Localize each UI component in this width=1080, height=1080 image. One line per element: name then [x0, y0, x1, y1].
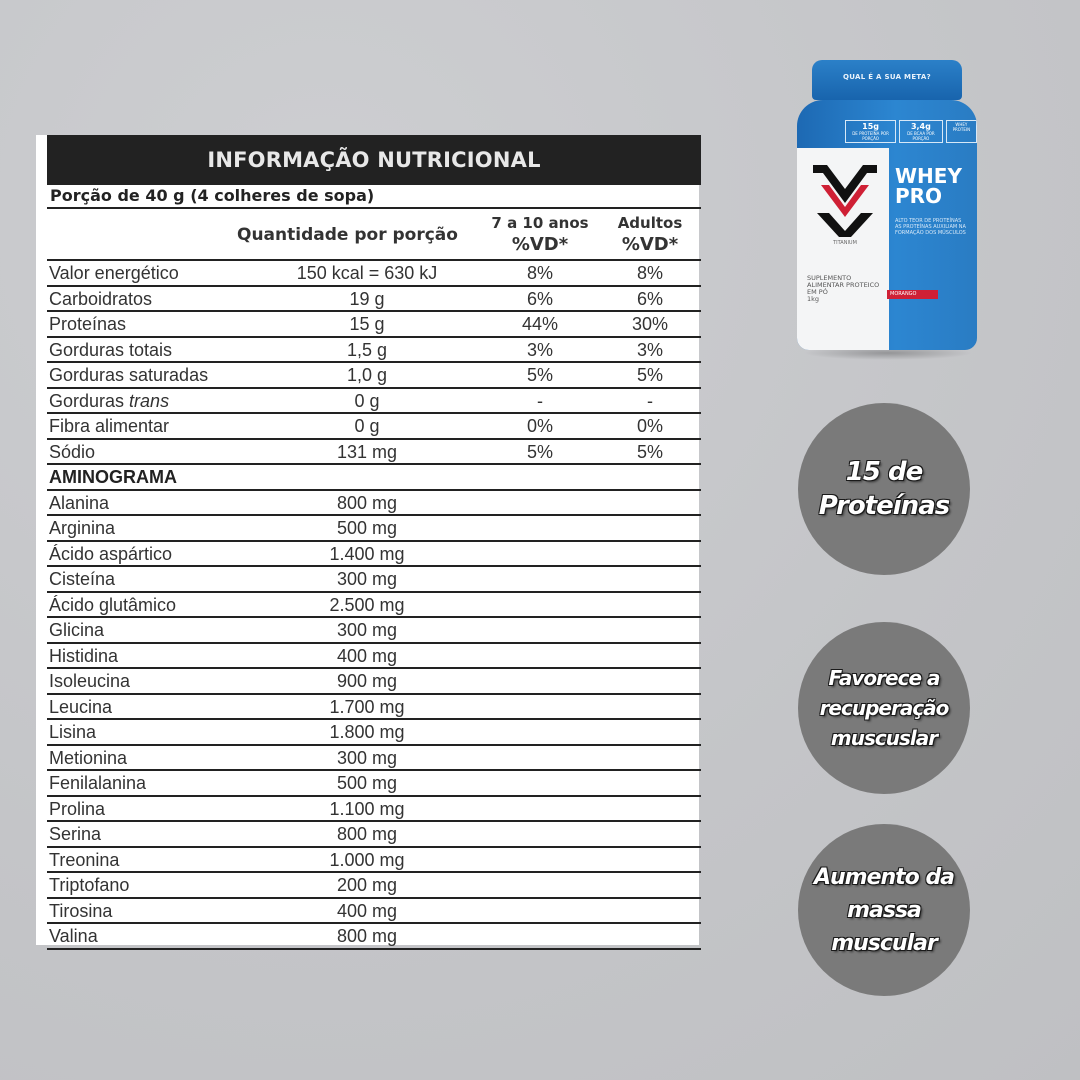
- amino-row: [47, 797, 701, 823]
- amino-quantity: 400 mg: [336, 900, 398, 921]
- amino-name: Tirosina: [49, 900, 113, 921]
- table-title: INFORMAÇÃO NUTRICIONAL: [47, 135, 701, 185]
- jar-logo-text: TITANIUM: [833, 240, 857, 245]
- nutrient-rows: [47, 261, 701, 465]
- nutrient-row: [47, 261, 701, 287]
- nutrient-row: [47, 312, 701, 338]
- amino-quantity: 1.000 mg: [329, 849, 405, 870]
- amino-quantity: 200 mg: [336, 875, 398, 895]
- column-headers: [47, 209, 701, 261]
- jar-stat-bcaa-value: 3,4g: [910, 122, 931, 131]
- product-jar: [797, 60, 977, 360]
- nutrient-quantity: 0 g: [354, 416, 380, 436]
- amino-row: [47, 618, 701, 644]
- column-adults-label: Adultos: [617, 214, 683, 232]
- amino-quantity: 900 mg: [336, 671, 398, 691]
- nutrient-kids-vd: -: [537, 390, 543, 411]
- jar-stat-protein-value: 15g: [862, 122, 879, 131]
- nutrient-adults-vd: 6%: [636, 288, 663, 309]
- amino-quantity: 300 mg: [336, 569, 398, 589]
- amino-name: Valina: [49, 926, 98, 946]
- badge-protein: [798, 403, 970, 575]
- nutrient-row: [47, 414, 701, 440]
- amino-name: Cisteína: [49, 569, 116, 589]
- aminogram-title: AMINOGRAMA: [47, 465, 701, 491]
- amino-row: [47, 822, 701, 848]
- nutrient-kids-vd: 6%: [526, 288, 553, 309]
- amino-row: [47, 873, 701, 899]
- amino-quantity: 1.700 mg: [329, 696, 405, 717]
- nutrient-kids-vd: 3%: [526, 339, 553, 360]
- nutrient-quantity: 1,0 g: [346, 365, 388, 385]
- jar-bullet-2: AS PROTEÍNAS AUXILIAM NA FORMAÇÃO DOS MÚSCULOS: [895, 224, 966, 236]
- nutrient-name: Gorduras totais: [49, 339, 173, 360]
- column-kids-age: 7 a 10 anos: [491, 214, 589, 232]
- nutrient-name: Valor energético: [49, 263, 179, 283]
- jar-brand: [895, 166, 962, 206]
- amino-row: [47, 746, 701, 772]
- amino-row: [47, 516, 701, 542]
- amino-row: [47, 491, 701, 517]
- amino-name: Prolina: [49, 798, 106, 819]
- column-kids-header: [487, 212, 593, 256]
- badge-muscle-line3: muscular: [831, 930, 937, 956]
- nutrient-row: [47, 363, 701, 389]
- amino-name: Arginina: [49, 518, 116, 538]
- badge-muscle-mass: [798, 824, 970, 996]
- nutrient-name: Carboidratos: [49, 288, 153, 309]
- nutrient-name: Sódio: [49, 441, 96, 462]
- jar-description: [807, 275, 887, 303]
- amino-name: Triptofano: [49, 875, 130, 895]
- amino-quantity: 400 mg: [336, 645, 398, 666]
- jar-stat-protein-label: DE PROTEÍNA POR PORÇÃO: [852, 131, 889, 141]
- amino-quantity: 500 mg: [336, 518, 398, 538]
- amino-quantity: 1.800 mg: [329, 722, 405, 742]
- badge-muscle-line1: Aumento da: [813, 864, 955, 890]
- jar-flavor-tag: MORANGO: [887, 290, 938, 299]
- nutrient-name: Gorduras trans: [49, 390, 170, 411]
- jar-stat-bcaa-label: DE BCAA POR PORÇÃO: [907, 131, 935, 141]
- amino-row: [47, 771, 701, 797]
- column-kids-vd: %VD*: [511, 234, 569, 255]
- amino-name: Ácido glutâmico: [49, 594, 177, 615]
- nutrient-kids-vd: 44%: [521, 314, 559, 334]
- amino-quantity: 1.100 mg: [329, 798, 405, 819]
- jar-brand-line1: WHEY: [895, 164, 962, 188]
- badge-muscle-line2: massa: [847, 897, 921, 923]
- badge-protein-line2: Proteínas: [818, 491, 950, 521]
- nutrient-name: Fibra alimentar: [49, 416, 170, 436]
- amino-quantity: 500 mg: [336, 773, 398, 793]
- amino-quantity: 1.400 mg: [329, 543, 405, 564]
- jar-brand-line2: PRO: [895, 184, 943, 208]
- amino-name: Serina: [49, 824, 102, 844]
- nutrient-kids-vd: 8%: [526, 263, 553, 283]
- amino-row: [47, 720, 701, 746]
- amino-name: Alanina: [49, 492, 110, 513]
- amino-name: Treonina: [49, 849, 120, 870]
- amino-quantity: 300 mg: [336, 620, 398, 640]
- amino-quantity: 2.500 mg: [329, 594, 405, 615]
- amino-row: [47, 848, 701, 874]
- amino-row: [47, 669, 701, 695]
- amino-quantity: 800 mg: [336, 926, 398, 946]
- portion-size: Porção de 40 g (4 colheres de sopa): [47, 185, 701, 209]
- badge-protein-line1: 15 de: [845, 457, 923, 487]
- jar-desc-line2: 1kg: [807, 295, 820, 303]
- nutrient-adults-vd: -: [647, 390, 653, 411]
- amino-quantity: 800 mg: [336, 824, 398, 844]
- nutrient-adults-vd: 8%: [636, 263, 663, 283]
- nutrient-quantity: 15 g: [349, 314, 385, 334]
- amino-row: [47, 593, 701, 619]
- badge-recovery-line2: recuperação: [819, 696, 949, 720]
- nutrient-kids-vd: 5%: [526, 365, 553, 385]
- amino-name: Fenilalanina: [49, 773, 147, 793]
- amino-row: [47, 695, 701, 721]
- nutrient-quantity: 1,5 g: [346, 339, 388, 360]
- amino-row: [47, 924, 701, 950]
- nutrient-row: [47, 338, 701, 364]
- jar-cap: QUAL É A SUA META?: [812, 60, 962, 100]
- nutrition-table: [36, 135, 699, 945]
- nutrient-name: Gorduras saturadas: [49, 365, 209, 385]
- nutrient-adults-vd: 0%: [636, 416, 663, 436]
- nutrient-kids-vd: 0%: [526, 416, 553, 436]
- max-logo-icon: [809, 155, 881, 245]
- nutrient-adults-vd: 5%: [636, 441, 663, 462]
- jar-stats: [845, 120, 977, 143]
- jar-body: [797, 100, 977, 350]
- nutrient-kids-vd: 5%: [526, 441, 553, 462]
- nutrient-quantity: 150 kcal = 630 kJ: [296, 263, 438, 283]
- nutrient-row: [47, 287, 701, 313]
- nutrient-adults-vd: 3%: [636, 339, 663, 360]
- nutrient-quantity: 131 mg: [336, 441, 398, 462]
- amino-name: Leucina: [49, 696, 113, 717]
- nutrient-row: [47, 389, 701, 415]
- jar-stat-whey-label: WHEY PROTEIN: [952, 122, 971, 132]
- nutrient-name: Proteínas: [49, 314, 127, 334]
- amino-row: [47, 542, 701, 568]
- jar-desc-line1: SUPLEMENTO ALIMENTAR PROTEICO EM PÓ: [807, 274, 880, 296]
- jar-stat-protein: [845, 120, 896, 143]
- amino-name: Lisina: [49, 722, 97, 742]
- column-adults-header: [597, 212, 703, 256]
- amino-row: [47, 644, 701, 670]
- column-adults-vd: %VD*: [621, 234, 679, 255]
- jar-stat-whey: [946, 120, 977, 143]
- amino-name: Isoleucina: [49, 671, 131, 691]
- badge-recovery-line3: muscuslar: [830, 726, 938, 750]
- amino-row: [47, 567, 701, 593]
- amino-row: [47, 899, 701, 925]
- amino-rows: [47, 491, 701, 950]
- column-quantity-header: Quantidade por porção: [237, 225, 458, 245]
- badge-recovery: [798, 622, 970, 794]
- nutrient-adults-vd: 30%: [631, 314, 669, 334]
- amino-name: Ácido aspártico: [49, 543, 173, 564]
- amino-quantity: 300 mg: [336, 747, 398, 768]
- jar-bullets: [895, 218, 971, 236]
- jar-stat-bcaa: [899, 120, 943, 143]
- nutrient-row: [47, 440, 701, 466]
- nutrient-quantity: 19 g: [349, 288, 385, 309]
- nutrient-adults-vd: 5%: [636, 365, 663, 385]
- nutrient-quantity: 0 g: [354, 390, 380, 411]
- amino-name: Histidina: [49, 645, 119, 666]
- amino-quantity: 800 mg: [336, 492, 398, 513]
- amino-name: Glicina: [49, 620, 105, 640]
- badge-recovery-line1: Favorece a: [828, 666, 940, 690]
- jar-bullet-1: ALTO TEOR DE PROTEÍNAS: [895, 218, 962, 224]
- amino-name: Metionina: [49, 747, 128, 768]
